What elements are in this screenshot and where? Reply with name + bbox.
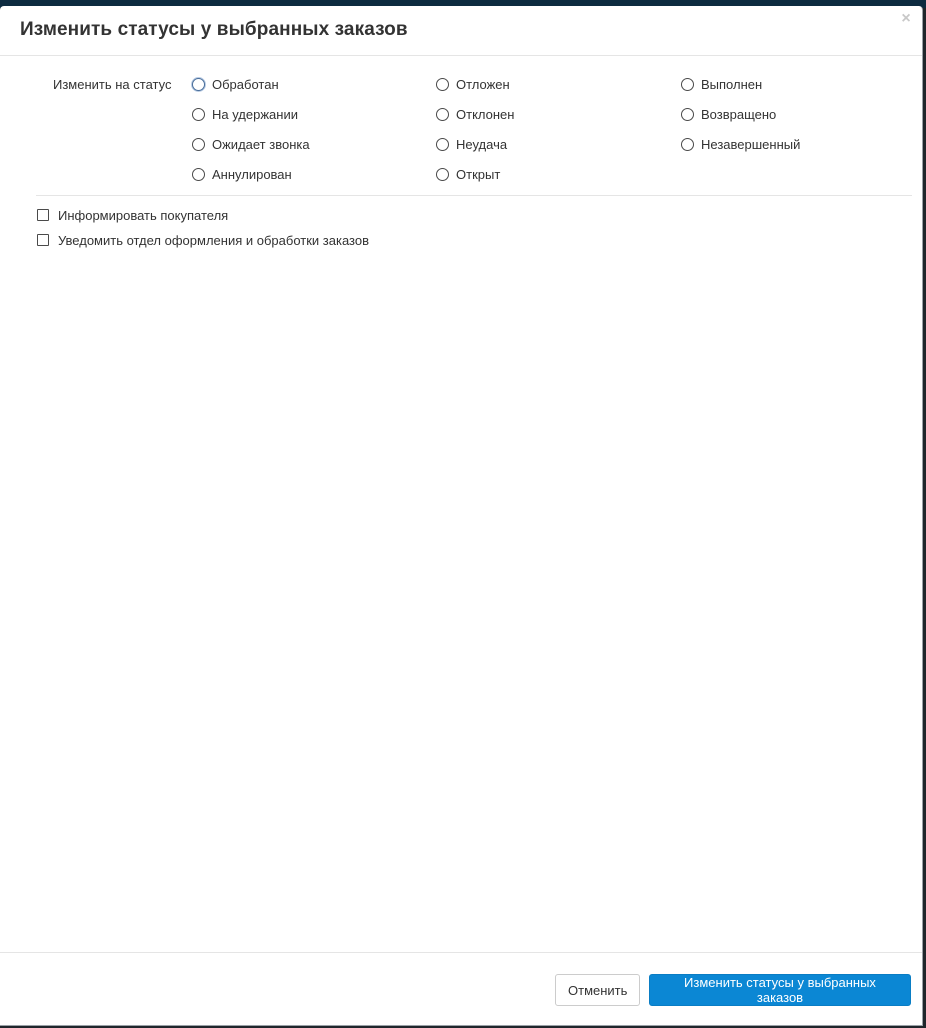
status-option-returned[interactable] bbox=[681, 105, 776, 123]
checkbox-label: Информировать покупателя bbox=[58, 207, 229, 223]
notify-customer-checkbox[interactable] bbox=[37, 206, 228, 224]
status-option-label: Возвращено bbox=[701, 106, 777, 122]
dialog-title: Изменить статусы у выбранных заказов bbox=[20, 19, 408, 40]
dialog-footer bbox=[0, 952, 922, 1025]
radio-circle-icon[interactable] bbox=[436, 168, 449, 181]
section-divider bbox=[36, 195, 912, 196]
status-option-awaiting-call[interactable] bbox=[192, 135, 310, 153]
status-option-label: Отложен bbox=[456, 76, 510, 92]
checkbox-icon[interactable] bbox=[37, 234, 49, 246]
status-option-deferred[interactable] bbox=[436, 75, 510, 93]
status-field-label: Изменить на статус bbox=[53, 77, 172, 92]
status-option-label: Выполнен bbox=[701, 76, 763, 92]
radio-circle-icon[interactable] bbox=[681, 108, 694, 121]
radio-circle-icon[interactable] bbox=[192, 138, 205, 151]
status-option-label: Открыт bbox=[456, 166, 501, 182]
change-status-dialog bbox=[0, 6, 923, 1026]
radio-circle-icon[interactable] bbox=[192, 168, 205, 181]
status-option-cancelled[interactable] bbox=[192, 165, 292, 183]
radio-circle-icon[interactable] bbox=[436, 108, 449, 121]
dialog-header bbox=[0, 6, 922, 56]
radio-circle-icon[interactable] bbox=[681, 78, 694, 91]
status-option-label: Обработан bbox=[212, 76, 279, 92]
status-option-label: Отклонен bbox=[456, 106, 515, 122]
radio-circle-icon[interactable] bbox=[681, 138, 694, 151]
status-option-incomplete[interactable] bbox=[681, 135, 800, 153]
checkbox-icon[interactable] bbox=[37, 209, 49, 221]
checkbox-label: Уведомить отдел оформления и обработки заказов bbox=[58, 232, 369, 248]
status-option-label: Ожидает звонка bbox=[212, 136, 310, 152]
close-icon[interactable]: × bbox=[898, 10, 914, 28]
status-option-processed[interactable] bbox=[192, 75, 279, 93]
notify-department-checkbox[interactable] bbox=[37, 231, 369, 249]
status-option-completed[interactable] bbox=[681, 75, 762, 93]
radio-circle-icon[interactable] bbox=[192, 108, 205, 121]
radio-circle-icon[interactable] bbox=[436, 138, 449, 151]
status-option-label: Неудача bbox=[456, 136, 508, 152]
status-option-label: Незавершенный bbox=[701, 136, 801, 152]
status-option-label: Аннулирован bbox=[212, 166, 292, 182]
status-option-label: На удержании bbox=[212, 106, 298, 122]
status-option-on-hold[interactable] bbox=[192, 105, 298, 123]
status-option-failed[interactable] bbox=[436, 135, 507, 153]
status-option-open[interactable] bbox=[436, 165, 500, 183]
submit-change-status-button[interactable]: Изменить статусы у выбранных заказов bbox=[649, 974, 911, 1006]
cancel-button[interactable]: Отменить bbox=[555, 974, 640, 1006]
radio-circle-icon[interactable] bbox=[436, 78, 449, 91]
radio-circle-icon[interactable] bbox=[192, 78, 205, 91]
status-option-declined[interactable] bbox=[436, 105, 514, 123]
